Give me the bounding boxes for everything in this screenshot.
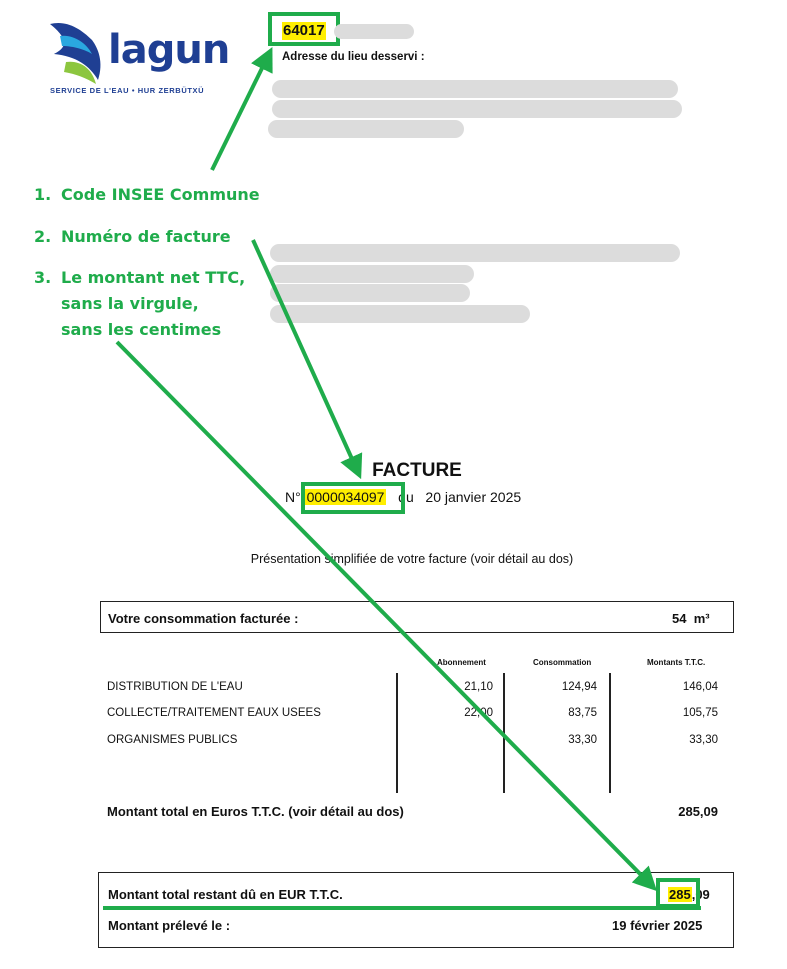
logo-wordmark: lagun	[108, 27, 230, 73]
address-label: Adresse du lieu desservi :	[282, 51, 425, 63]
total-label: Montant total en Euros T.T.C. (voir détail au dos)	[107, 804, 404, 819]
instruction-text: Le montant net TTC,	[61, 268, 246, 287]
table-row-label: ORGANISMES PUBLICS	[107, 734, 238, 746]
debit-date-value: 19 février 2025	[612, 918, 703, 933]
consumption-unit: m³	[693, 611, 710, 626]
table-cell-montant: 33,30	[689, 734, 718, 746]
invoice-number-prefix: N°	[285, 489, 301, 505]
presentation-note: Présentation simplifiée de votre facture (voir détail au dos)	[250, 552, 574, 566]
column-header-montant: Montants T.T.C.	[647, 658, 706, 667]
arrow-insee	[212, 56, 268, 170]
table-cell-consommation: 83,75	[568, 707, 597, 719]
logo-tagline: SERVICE DE L'EAU • HUR ZERBÜTXÜ	[50, 86, 205, 95]
amount-due-label: Montant total restant dû en EUR T.T.C.	[108, 887, 343, 902]
instruction-number: 1.	[34, 185, 52, 204]
invoice-title: FACTURE	[372, 460, 462, 481]
consumption-amount: 54	[672, 611, 687, 626]
table-row-label: DISTRIBUTION DE L'EAU	[107, 681, 243, 693]
table-cell-consommation: 33,30	[568, 734, 597, 746]
amount-due-decimals: ,09	[691, 887, 710, 902]
column-header-consommation: Consommation	[533, 658, 592, 667]
table-cell-abonnement: 21,10	[464, 681, 493, 693]
instruction-text: Code INSEE Commune	[61, 185, 260, 204]
column-header-abonnement: Abonnement	[437, 658, 486, 667]
consumption-label: Votre consommation facturée :	[108, 611, 299, 626]
table-cell-montant: 146,04	[682, 681, 718, 693]
table-cell-consommation: 124,94	[561, 681, 597, 693]
insee-code: 64017	[283, 22, 325, 39]
total-value: 285,09	[678, 804, 718, 819]
table-cell-abonnement: 22,00	[464, 707, 493, 719]
instruction-number: 3.	[34, 268, 52, 287]
invoice-date-prefix: du	[398, 489, 414, 505]
table-cell-montant: 105,75	[682, 707, 718, 719]
invoice-number: 0000034097	[306, 489, 385, 505]
instruction-number: 2.	[34, 227, 52, 246]
arrow-invoice-number	[253, 240, 357, 470]
table-row-label: COLLECTE/TRAITEMENT EAUX USEES	[107, 707, 321, 719]
instruction-3-line-3: sans les centimes	[61, 320, 222, 339]
amount-due-integer: 285	[669, 887, 691, 902]
instruction-3-line-2: sans la virgule,	[61, 294, 199, 313]
arrow-amount	[117, 342, 650, 884]
invoice-date: 20 janvier 2025	[425, 489, 522, 505]
instruction-text: Numéro de facture	[61, 227, 231, 246]
debit-date-label: Montant prélevé le :	[108, 918, 231, 933]
